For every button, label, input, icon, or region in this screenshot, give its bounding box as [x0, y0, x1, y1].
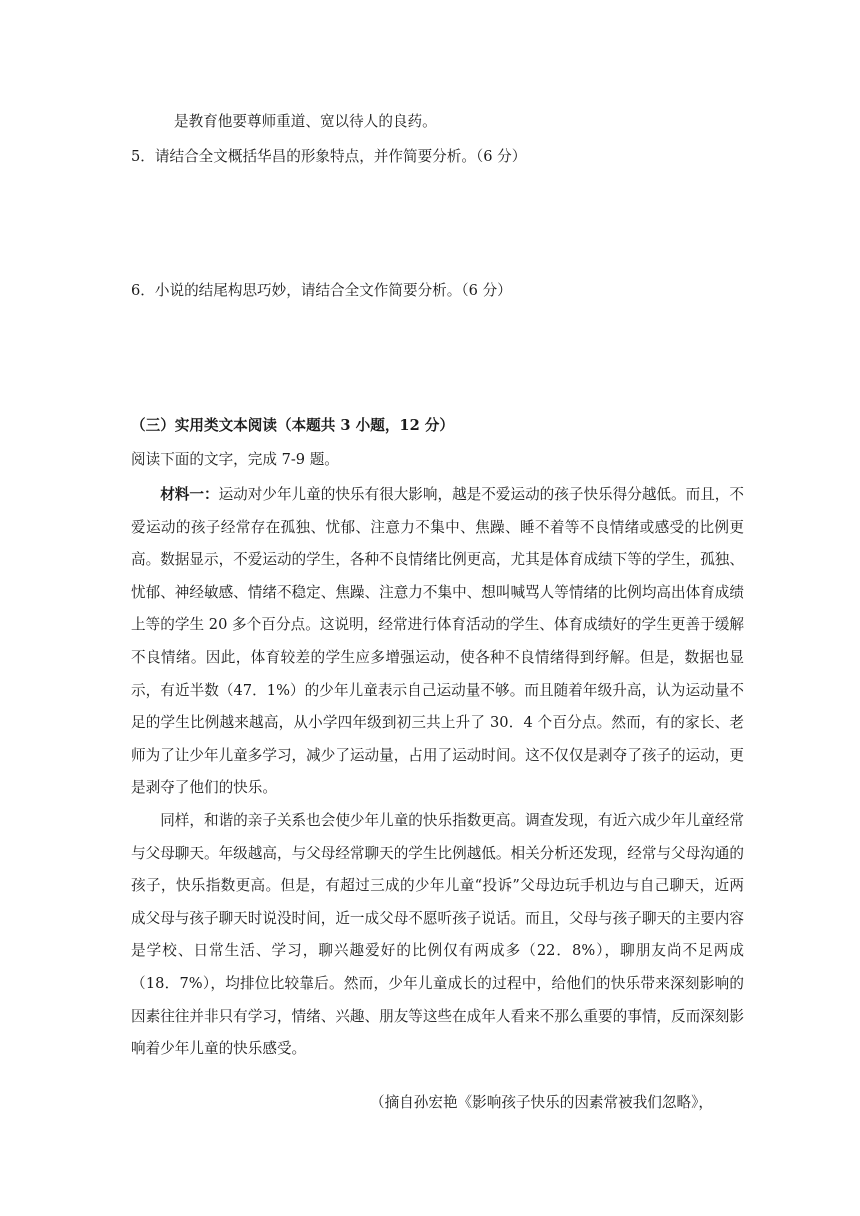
previous-answer-continuation: 是教育他要尊师重道、宽以待人的良药。: [174, 113, 437, 130]
material-one-paragraph-2: 同样，和谐的亲子关系也会使少年儿童的快乐指数更高。调查发现，有近六成少年儿童经常与父母聊天。年级越高，与父母经常聊天的学生比例越低。相关分析还发现，经常与父母沟通的孩子，快乐指数更高。但是，有超过三成的少年儿童“投诉”父母边玩手机边与自己聊天，近两成父母与孩子聊天时说没时间，近一成父母不愿听孩子说话。而且，父母与孩子聊天的主要内容是学校、日常生活、学习，聊兴趣爱好的比例仅有两成多（22．8%），聊朋友尚不足两成（18．7%），均排位比较靠后。然而，少年儿童成长的过程中，给他们的快乐带来深刻影响的因素往往并非只有学习，情绪、兴趣、朋友等这些在成年人看来不那么重要的事情，反而深刻影响着少年儿童的快乐感受。: [131, 811, 744, 1058]
section-heading: （三）实用类文本阅读（本题共 3 小题，12 分）: [131, 417, 454, 434]
source-citation: （摘自孙宏艳《影响孩子快乐的因素常被我们忽略》，: [370, 1094, 713, 1111]
material-one-paragraph-1: 材料一：运动对少年儿童的快乐有很大影响，越是不爱运动的孩子快乐得分越低。而且，不爱运动的孩子经常存在孤独、忧郁、注意力不集中、焦躁、睡不着等不良情绪或感受的比例更高。数据显示，不爱运动的学生，各种不良情绪比例更高，尤其是体育成绩下等的学生，孤独、忧郁、神经敏感、情绪不稳定、焦躁、注意力不集中、想叫喊骂人等情绪的比例均高出体育成绩上等的学生 20 多个百分点。这说明，经常进行体育活动的学生、体育成绩好的学生更善于缓解不良情绪。因此，体育较差的学生应多增强运动，使各种不良情绪得到纾解。但是，数据也显示，有近半数（47．1%）的少年儿童表示自己运动量不够。而且随着年级升高，认为运动量不足的学生比例越来越高，从小学四年级到初三共上升了 30．4 个百分点。然而，有的家长、老师为了让少年儿童多学习，减少了运动量，占用了运动时间。这不仅仅是剥夺了孩子的运动，更是剥夺了他们的快乐。: [131, 486, 744, 797]
section-instruction: 阅读下面的文字，完成 7-9 题。: [131, 451, 339, 468]
material-one-text: [131, 479, 744, 1066]
material-one-label: 材料一：: [160, 486, 219, 503]
question-5: 5．请结合全文概括华昌的形象特点，并作简要分析。（6 分）: [131, 148, 527, 165]
question-6: 6．小说的结尾构思巧妙，请结合全文作简要分析。（6 分）: [131, 282, 512, 299]
